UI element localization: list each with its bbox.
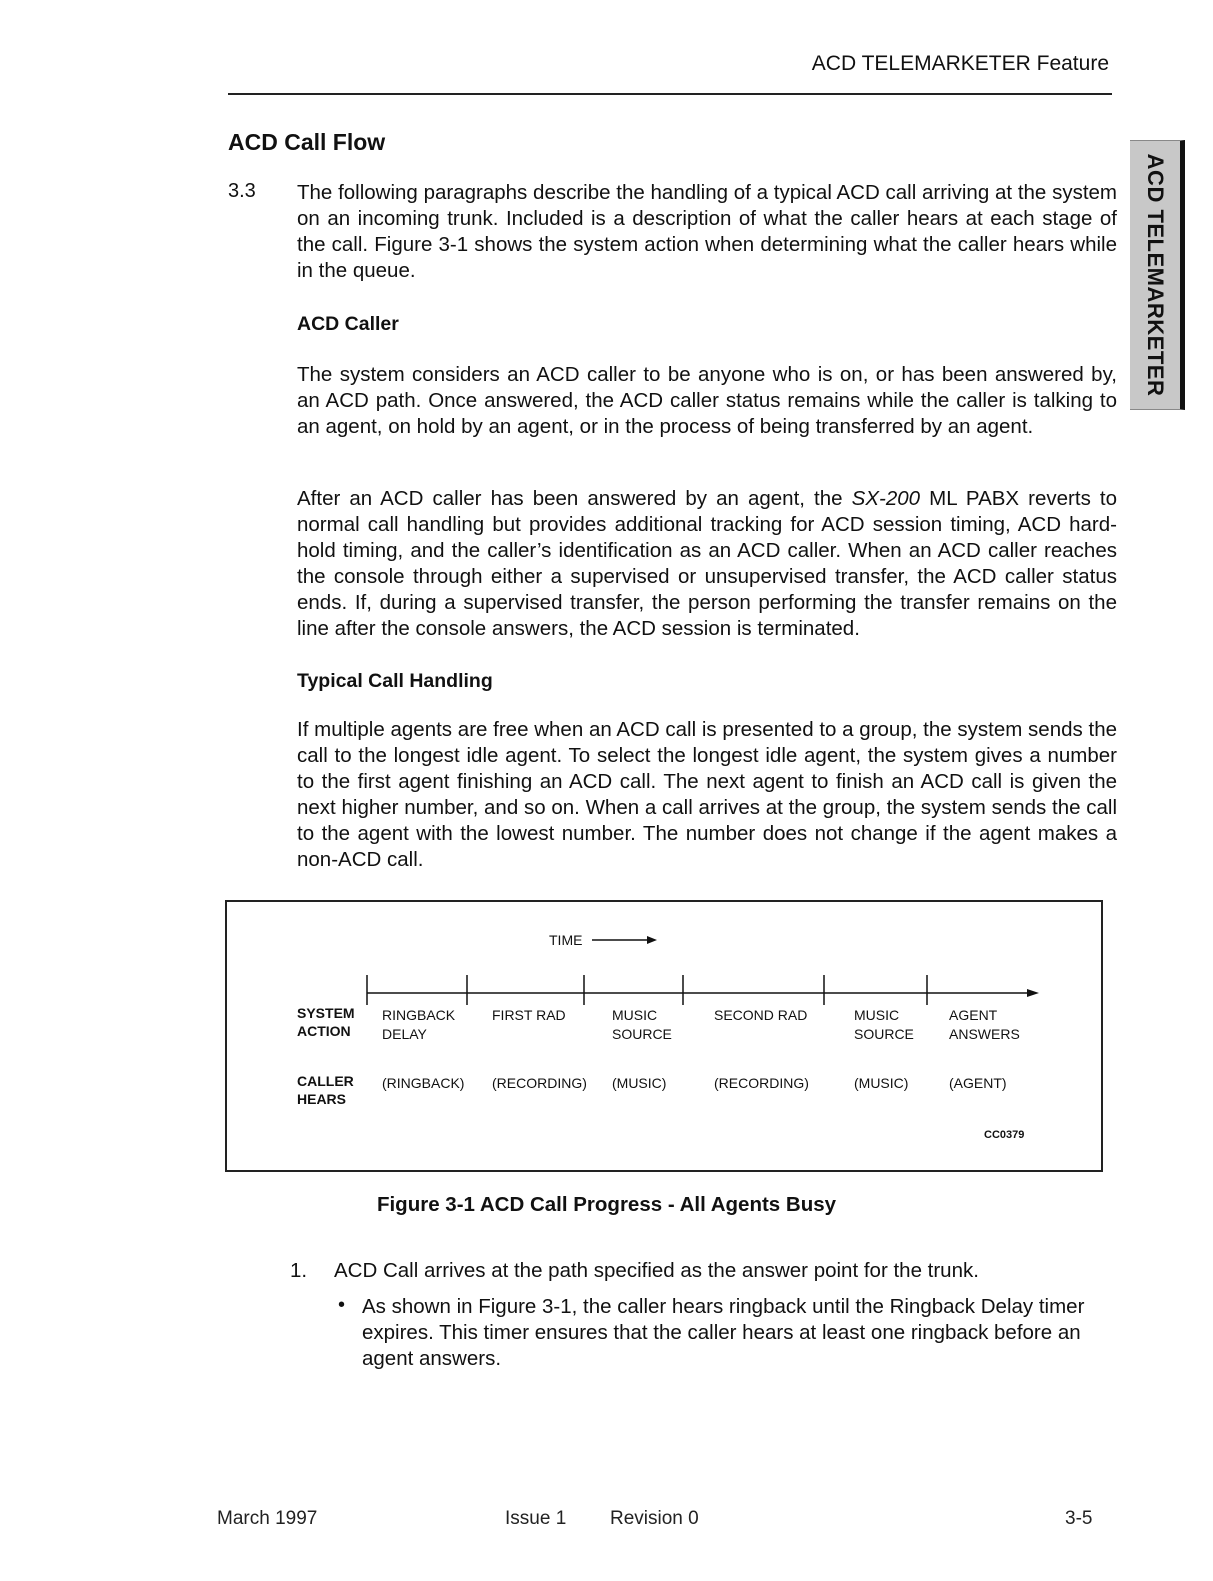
- stage-3-action: [612, 1006, 672, 1044]
- footer-issue: Issue 1: [505, 1508, 567, 1529]
- stage-1-action: [382, 1006, 455, 1044]
- figure-code: CC0379: [984, 1129, 1025, 1141]
- stage-1-hears: (RINGBACK): [382, 1075, 465, 1091]
- stage-1-action-line1: RINGBACK: [382, 1007, 456, 1023]
- list-number: 1.: [290, 1259, 308, 1282]
- timeline-arrow-head: [1027, 989, 1039, 997]
- section-side-tab: [1130, 140, 1185, 410]
- stage-4-action-line1: SECOND RAD: [714, 1007, 808, 1023]
- footer-revision: Revision 0: [610, 1508, 699, 1529]
- stage-5-action-line2: SOURCE: [854, 1026, 914, 1042]
- running-header: ACD TELEMARKETER Feature: [811, 52, 1109, 75]
- action-label: ACTION: [297, 1023, 351, 1039]
- para2-after: ML PABX reverts to normal call handling but provides additional tracking for ACD session timing, ACD hard-hold timing, and the caller’s identification as an ACD caller. When an ACD caller reaches the console through either a supervised or unsupervised transfer, the ACD caller status ends. If, during a supervised transfer, the person performing the transfer remains on the line after the console answers, the ACD session is terminated.: [297, 487, 1118, 640]
- list-item-text: ACD Call arrives at the path specified as the answer point for the trunk.: [334, 1259, 979, 1282]
- stage-4-hears: (RECORDING): [714, 1075, 809, 1091]
- footer-date: March 1997: [217, 1508, 318, 1529]
- para2-before: After an ACD caller has been answered by an agent, the: [297, 487, 852, 510]
- stage-5-action: [854, 1006, 914, 1044]
- stage-6-action-line1: AGENT: [949, 1007, 998, 1023]
- typical-call-handling-heading: Typical Call Handling: [297, 670, 493, 692]
- stage-6-hears: (AGENT): [949, 1075, 1007, 1091]
- header-rule: [228, 93, 1112, 95]
- system-action-label: [297, 1004, 355, 1040]
- typical-call-handling-paragraph: If multiple agents are free when an ACD call is presented to a group, the system sends the call to the longest idle agent. To select the longest idle agent, the system gives a number to the first agent finishing an ACD call. The next agent to finish an ACD call is given the next higher number, and so on. When a call arrives at the group, the system sends the call to the agent with the lowest number. The number does not change if the agent makes a non-ACD call.: [297, 718, 1117, 871]
- stage-3-action-line1: MUSIC: [612, 1007, 658, 1023]
- acd-caller-paragraph-2: [297, 486, 1117, 642]
- figure-caption: Figure 3-1 ACD Call Progress - All Agents Busy: [376, 1193, 837, 1216]
- stage-3-hears: (MUSIC): [612, 1075, 667, 1091]
- product-name: SX-200: [851, 487, 921, 510]
- stage-1-action-line2: DELAY: [382, 1026, 427, 1042]
- intro-paragraph: The following paragraphs describe the handling of a typical ACD call arriving at the system on an incoming trunk. Included is a description of what the caller hears at each stage of the call. Figure 3-1 shows the system action when determining what the caller hears while in the queue.: [297, 181, 1117, 282]
- stage-2-action-line1: FIRST RAD: [492, 1007, 566, 1023]
- figure-3-1: [225, 900, 1103, 1172]
- side-tab-label: ACD TELEMARKETER: [1143, 153, 1168, 397]
- stage-2-hears: (RECORDING): [492, 1075, 587, 1091]
- time-label: TIME: [549, 932, 583, 948]
- footer-page-number: 3-5: [1065, 1508, 1093, 1529]
- stage-3-action-line2: SOURCE: [612, 1026, 672, 1042]
- paragraph-number: 3.3: [228, 180, 256, 202]
- hears-label: HEARS: [297, 1091, 347, 1107]
- caller-hears-label: [297, 1072, 354, 1108]
- stage-6-action-line2: ANSWERS: [949, 1026, 1020, 1042]
- time-arrow-head: [647, 936, 657, 944]
- section-title: ACD Call Flow: [228, 129, 386, 155]
- stage-5-hears: (MUSIC): [854, 1075, 909, 1091]
- system-label: SYSTEM: [297, 1005, 355, 1021]
- stage-6-action: [949, 1006, 1020, 1044]
- stage-4-action: [714, 1006, 807, 1025]
- stage-2-action: [492, 1006, 566, 1025]
- bullet-text: As shown in Figure 3-1, the caller hears ringback until the Ringback Delay timer expires. This timer ensures that the caller hears at least one ringback before an agent answers.: [362, 1295, 1085, 1370]
- stage-5-action-line1: MUSIC: [854, 1007, 900, 1023]
- bullet-icon: •: [338, 1294, 346, 1316]
- acd-caller-paragraph-1: The system considers an ACD caller to be anyone who is on, or has been answered by, an ACD path. Once answered, the ACD caller status remains while the caller is talking to an agent, on hold by an agent, or in the process of being transferred by an agent.: [297, 363, 1117, 438]
- acd-caller-heading: ACD Caller: [297, 313, 399, 335]
- caller-label: CALLER: [297, 1073, 354, 1089]
